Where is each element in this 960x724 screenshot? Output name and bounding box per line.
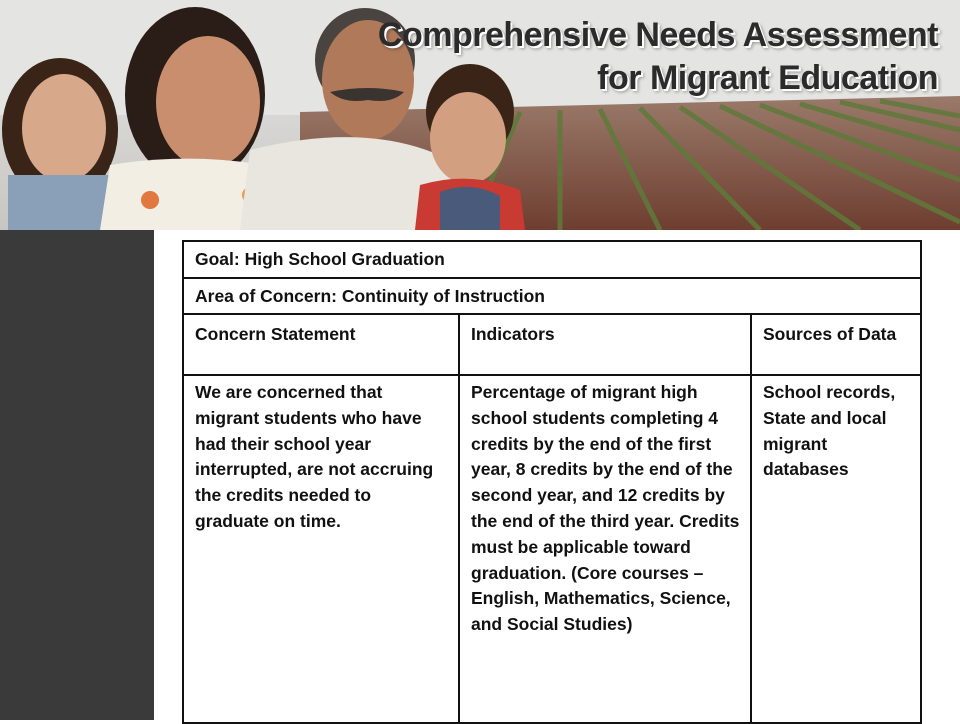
goal-row	[183, 241, 921, 278]
banner-title-line2: for Migrant Education	[597, 59, 938, 97]
header-concern-statement: Concern Statement	[183, 314, 459, 375]
header-sources-of-data: Sources of Data	[751, 314, 921, 375]
banner-title	[378, 14, 938, 100]
table-row	[183, 375, 921, 723]
cell-sources-of-data: School records, State and local migrant databases	[751, 375, 921, 723]
header-row	[183, 314, 921, 375]
header-banner	[0, 0, 960, 230]
area-of-concern-row	[183, 278, 921, 314]
header-indicators: Indicators	[459, 314, 751, 375]
goal-cell: Goal: High School Graduation	[183, 241, 921, 278]
area-of-concern-cell: Area of Concern: Continuity of Instruction	[183, 278, 921, 314]
cell-indicators: Percentage of migrant high school students completing 4 credits by the end of the first year, 8 credits by the end of the second year, and 12 credits by the end of the third year. Credits must be applicable toward graduation. (Core courses – English, Mathematics, Science, and Social Studies)	[459, 375, 751, 723]
left-sidebar-strip	[0, 230, 154, 720]
cell-concern-statement: We are concerned that migrant students who have had their school year interrupted, are not accruing the credits needed to graduate on time.	[183, 375, 459, 723]
banner-title-line1: Comprehensive Needs Assessment	[377, 16, 938, 54]
needs-assessment-table	[182, 240, 922, 724]
